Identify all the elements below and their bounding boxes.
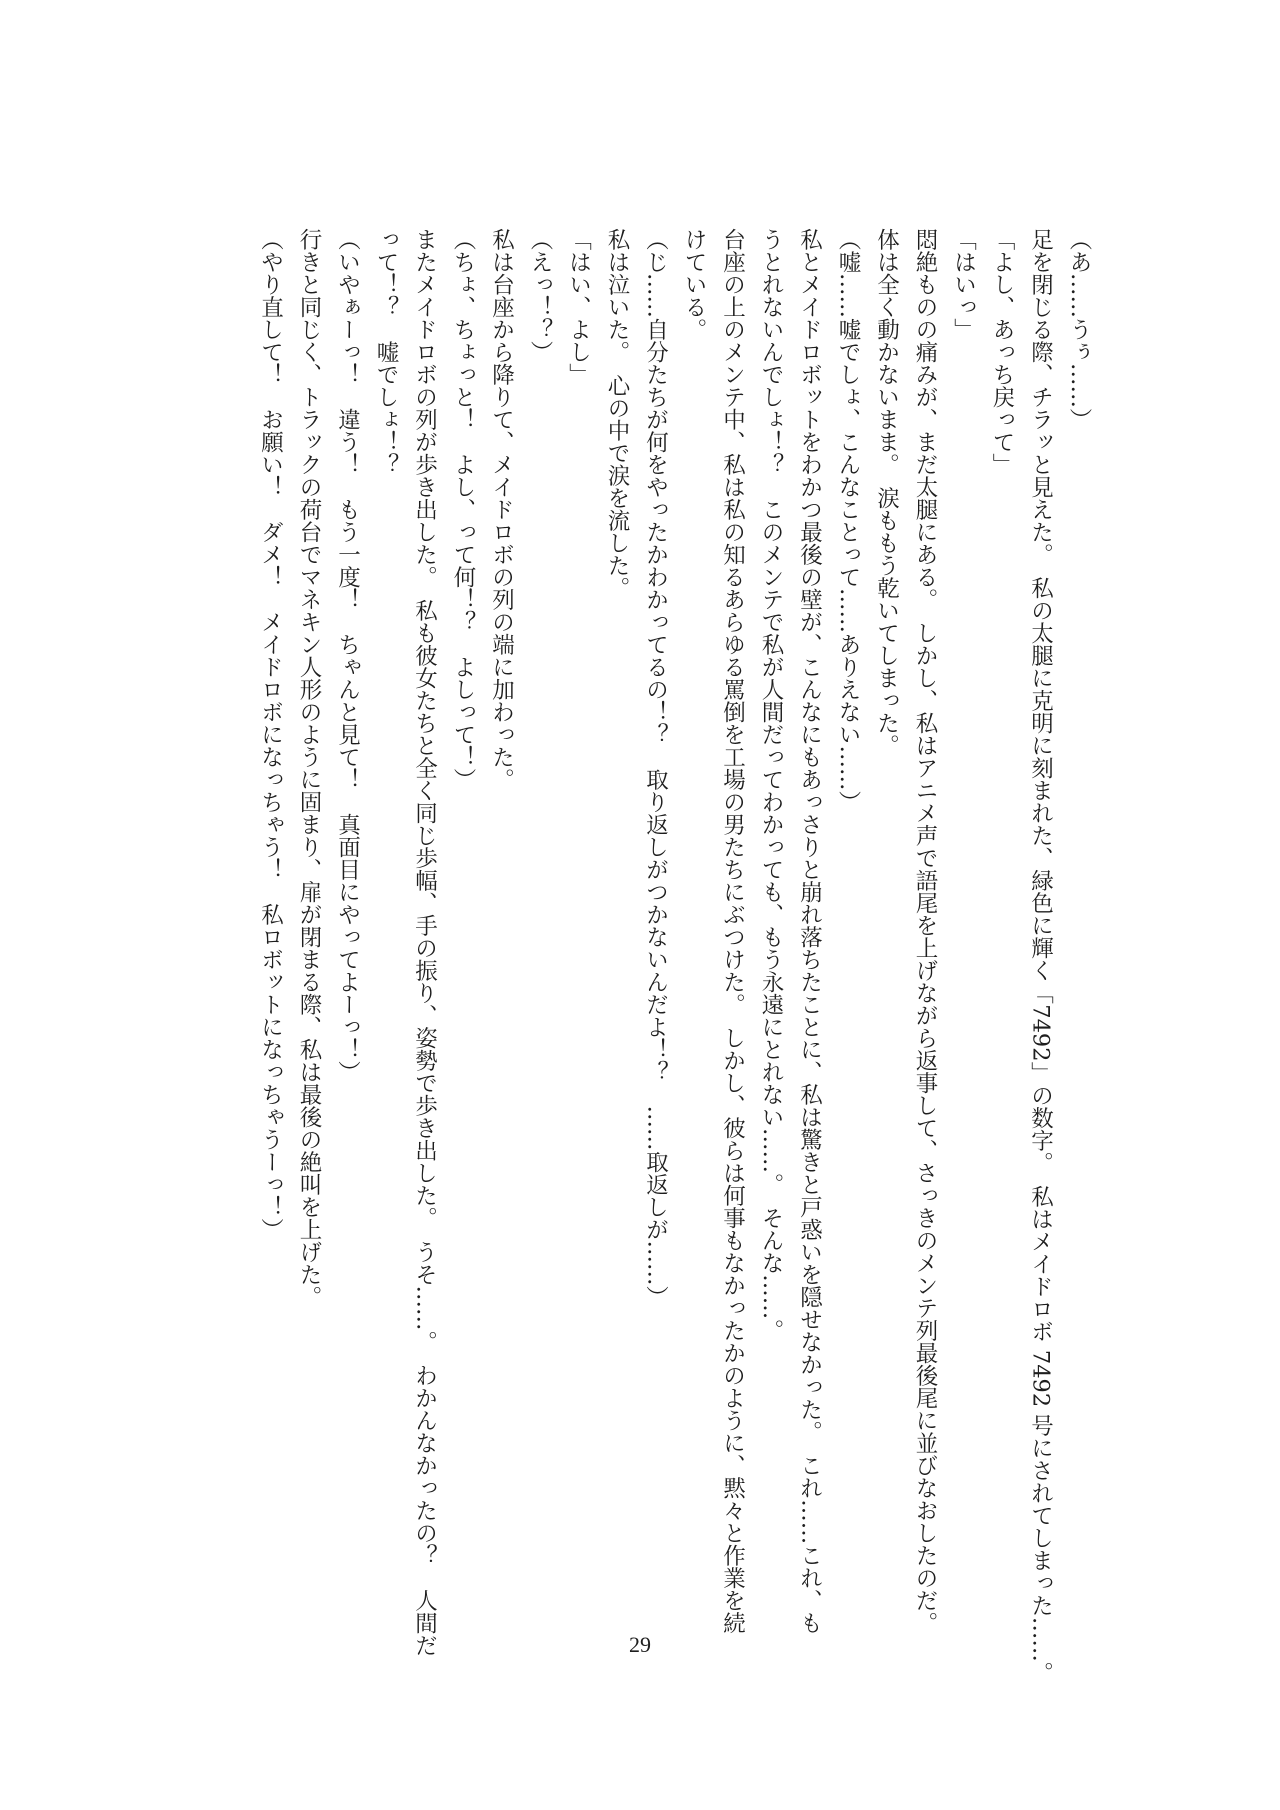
text-column: （やり直して！ お願い！ ダメ！ メイドロボになっちゃう！ 私ロボットになっちゃうーっ！） xyxy=(257,228,284,1241)
text-column: （えっ！？） xyxy=(527,228,553,363)
text-column: 私とメイドロボットをわかつ最後の壁が、こんなにもあっさりと崩れ落ちたことに、私は驚きと戸惑いを隠せなかった。 これ……これ、も xyxy=(796,228,823,1635)
text-column: （あ……うぅ……） xyxy=(1066,228,1092,431)
text-column: 行きと同じく、トラックの荷台でマネキン人形のように固まり、扉が閉まる際、私は最後の絶叫を上げた。 xyxy=(296,228,322,1308)
text-column: 台座の上のメンテ中、私は私の知るあらゆる罵倒を工場の男たちにぶつけた。 しかし、彼らは何事もなかったかのように、黙々と作業を続 xyxy=(719,228,746,1635)
text-column: 「よし、あっち戻って」 xyxy=(989,228,1015,476)
text-column: 悶絶ものの痛みが、まだ太腿にある。 しかし、私はアニメ声で語尾を上げながら返事して、さっきのメンテ列最後尾に並びなおしたのだ。 xyxy=(912,228,938,1635)
text-column: （ちょ、ちょっと！ よし、って何！？ よしって！） xyxy=(450,228,476,791)
text-column: うとれないんでしょ！？ このメンテで私が人間だってわかっても、もう永遠にとれない……。 そんな……。 xyxy=(758,228,784,1342)
text-column: またメイドロボの列が歩き出した。 私も彼女たちと全く同じ歩幅、手の振り、姿勢で歩き出した。 うそ……。 わかんなかったの？ 人間だ xyxy=(411,228,438,1657)
text-column: 足を閉じる際、チラッと見えた。 私の太腿に克明に刻まれた、緑色に輝く「7492」の数字。 私はメイドロボ 7492 号にされてしまった……。 xyxy=(1027,228,1054,1685)
page-number: 29 xyxy=(629,1632,651,1657)
text-column: 「はいっ」 xyxy=(950,228,977,341)
text-column: 私は泣いた。 心の中で涙を流した。 xyxy=(604,228,630,600)
text-column: 体は全く動かないまま。 涙ももう乾いてしまった。 xyxy=(873,228,900,757)
text-column: （いやぁーっ！ 違う！ もう一度！ ちゃんと見て！ 真面目にやってよーっ！） xyxy=(334,228,361,1083)
text-column: 「はい、よし」 xyxy=(565,228,592,386)
text-column: 私は台座から降りて、メイドロボの列の端に加わった。 xyxy=(488,228,515,791)
text-column: （じ……自分たちが何をやったかわかってるの！？ 取り返しがつかないんだよ！？ ……取返しが……） xyxy=(642,228,669,1308)
text-column: けている。 xyxy=(681,228,707,341)
text-column: って！？ 嘘でしょ！？ xyxy=(373,228,399,476)
text-column: （嘘……嘘でしょ、こんなことって……ありえない……） xyxy=(835,228,861,813)
